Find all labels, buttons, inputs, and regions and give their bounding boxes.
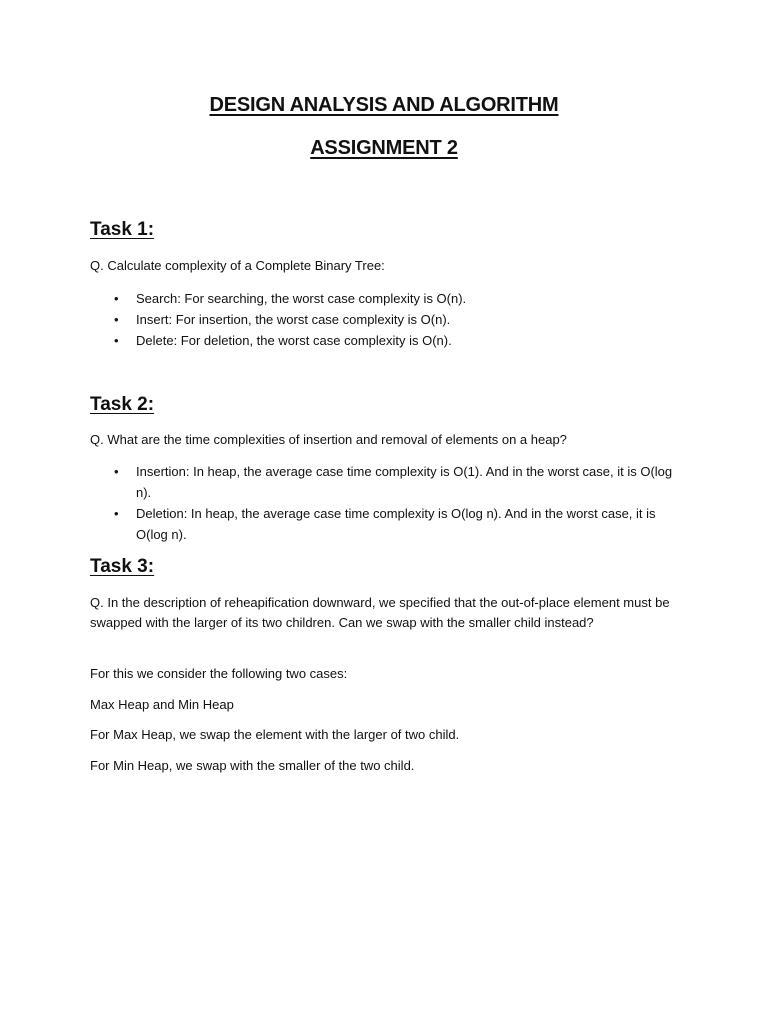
task3-line-heap-types: Max Heap and Min Heap — [90, 697, 234, 712]
task1-bullet-list — [114, 288, 684, 351]
task3-line-max-heap: For Max Heap, we swap the element with the larger of two child. — [90, 727, 460, 742]
task2-bullet-list — [114, 461, 680, 545]
bullet-icon: • — [114, 312, 119, 327]
task3-line-cases: For this we consider the following two cases: — [90, 666, 348, 681]
task3-line-min-heap: For Min Heap, we swap with the smaller of the two child. — [90, 758, 415, 773]
task3-question: Q. In the description of reheapification downward, we specified that the out-of-place element must be swapped with the larger of its two children. Can we swap with the smaller child instead? — [90, 595, 670, 630]
bullet-icon: • — [114, 464, 119, 479]
task1-heading: Task 1: — [90, 219, 155, 240]
list-item — [114, 330, 684, 351]
task1-question: Q. Calculate complexity of a Complete Binary Tree: — [90, 258, 385, 273]
task2-heading: Task 2: — [90, 394, 155, 415]
task2-bullet-insertion: Insertion: In heap, the average case time complexity is O(1). And in the worst case, it is O(log n). — [136, 464, 673, 500]
document-title: DESIGN ANALYSIS AND ALGORITHM — [209, 94, 559, 116]
bullet-icon: • — [114, 506, 119, 521]
task3-heading: Task 3: — [90, 556, 155, 577]
list-item — [114, 309, 684, 330]
list-item — [114, 461, 680, 503]
task1-bullet-insert: Insert: For insertion, the worst case complexity is O(n). — [136, 312, 451, 327]
document-subtitle: ASSIGNMENT 2 — [310, 137, 458, 159]
bullet-icon: • — [114, 291, 119, 306]
bullet-icon: • — [114, 333, 119, 348]
task1-bullet-search: Search: For searching, the worst case complexity is O(n). — [136, 291, 467, 306]
task2-question: Q. What are the time complexities of insertion and removal of elements on a heap? — [90, 432, 567, 447]
list-item — [114, 503, 680, 545]
task2-bullet-deletion: Deletion: In heap, the average case time complexity is O(log n). And in the worst case, it is O(log n). — [136, 506, 656, 542]
task1-bullet-delete: Delete: For deletion, the worst case complexity is O(n). — [136, 333, 452, 348]
list-item — [114, 288, 684, 309]
